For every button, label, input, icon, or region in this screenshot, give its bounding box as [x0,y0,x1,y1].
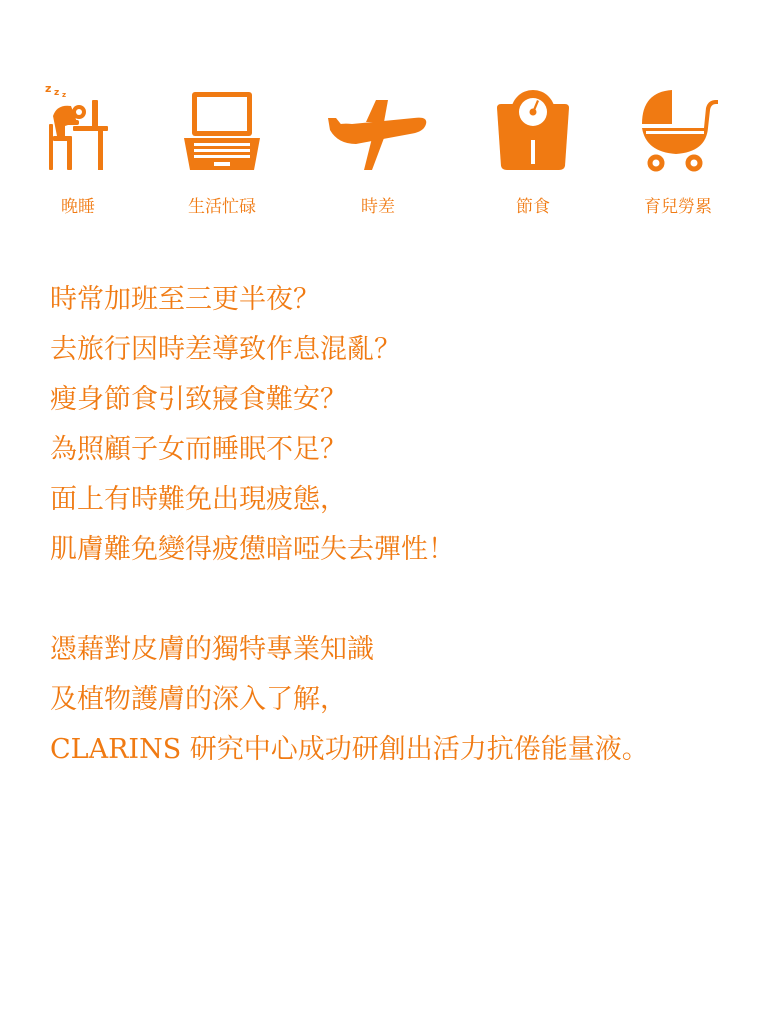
icon-label: 生活忙碌 [188,197,256,217]
paragraph-clarins [50,625,750,775]
icon-item-parenting [613,78,743,228]
sleeping-at-desk-icon [43,78,113,173]
baby-stroller-icon [636,78,720,173]
text-line: 肌膚難免變得疲憊暗啞失去彈性！ [50,534,455,565]
laptop-icon [182,78,262,173]
svg-text:z: z [45,82,52,95]
svg-text:z: z [54,88,60,98]
text-line: 面上有時難免出現疲態， [50,484,347,515]
scale-icon [493,78,573,173]
icon-item-late-night [13,78,143,228]
text-line: CLARINS 研究中心成功研創出活力抗倦能量液。 [50,734,649,765]
text-line: 及植物護膚的深入了解， [50,684,347,715]
icon-item-jet-lag [313,78,443,228]
icon-label: 時差 [361,197,395,217]
icon-label: 晚睡 [61,197,95,217]
text-line: 瘦身節食引致寢食難安？ [50,384,347,415]
text-line: 憑藉對皮膚的獨特專業知識 [50,634,374,665]
text-line: 時常加班至三更半夜？ [50,284,320,315]
text-line: 為照顧子女而睡眠不足？ [50,434,347,465]
icon-label: 育兒勞累 [644,197,712,217]
paragraph-lifestyle [50,275,750,575]
text-line: 去旅行因時差導致作息混亂？ [50,334,401,365]
svg-text:z: z [62,91,67,99]
airplane-icon [326,78,430,173]
icon-row [0,78,769,228]
icon-item-dieting [468,78,598,228]
icon-item-busy-life [157,78,287,228]
icon-label: 節食 [516,197,550,217]
